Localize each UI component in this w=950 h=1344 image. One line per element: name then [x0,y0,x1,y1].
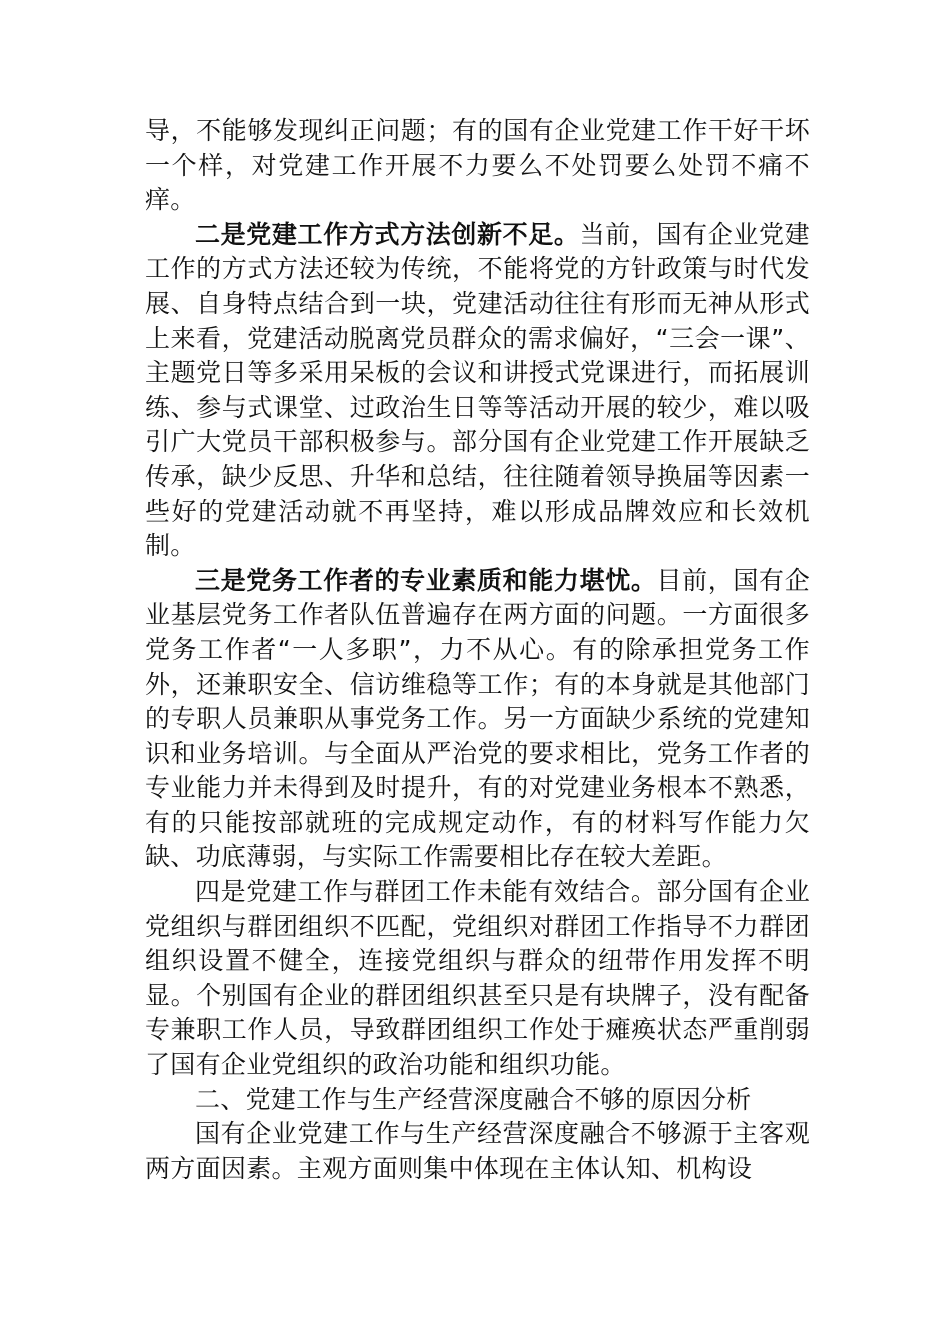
section-heading [145,1083,810,1118]
section-heading-text: 二、党建工作与生产经营深度融合不够的原因分析 [195,1084,752,1114]
paragraph-heading: 二是党建工作方式方法创新不足。 [195,219,580,249]
paragraph-heading: 三是党务工作者的专业素质和能力堪忧。 [195,565,657,595]
paragraph-text: 当前，国有企业党建工作的方式方法还较为传统，不能将党的方针政策与时代发展、自身特点结合到一块，党建活动往往有形而无神从形式上来看，党建活动脱离党员群众的需求偏好，“三会一课”、主题党日等多采用呆板的会议和讲授式党课进行，而拓展训练、参与式课堂、过政治生日等等活动开展的较少，难以吸引广大党员干部积极参与。部分国有企业党建工作开展缺乏传承，缺少反思、升华和总结，往往随着领导换届等因素一些好的党建活动就不再坚持，难以形成品牌效应和长效机制。 [145,219,810,561]
paragraph-point-four [145,875,810,1083]
paragraph-text: 导，不能够发现纠正问题；有的国有企业党建工作干好干坏一个样，对党建工作开展不力要么不处罚要么处罚不痛不痒。 [145,116,810,215]
paragraph-text: 目前，国有企业基层党务工作者队伍普遍存在两方面的问题。一方面很多党务工作者“一人多职”，力不从心。有的除承担党务工作外，还兼职安全、信访维稳等工作；有的本身就是其他部门的专职人员兼职从事党务工作。另一方面缺少系统的党建知识和业务培训。与全面从严治党的要求相比，党务工作者的专业能力并未得到及时提升，有的对党建业务根本不熟悉，有的只能按部就班的完成规定动作，有的材料写作能力欠缺、功底薄弱，与实际工作需要相比存在较大差距。 [145,565,810,872]
paragraph-point-three [145,564,810,875]
paragraph-text: 四是党建工作与群团工作未能有效结合。部分国有企业党组织与群团组织不匹配，党组织对群团工作指导不力群团组织设置不健全，连接党组织与群众的纽带作用发挥不明显。个别国有企业的群团组织甚至只是有块牌子，没有配备专兼职工作人员，导致群团组织工作处于瘫痪状态严重削弱了国有企业党组织的政治功能和组织功能。 [145,877,810,1080]
paragraph-text: 国有企业党建工作与生产经营深度融合不够源于主客观两方面因素。主观方面则集中体现在主体认知、机构设 [145,1119,810,1183]
paragraph-analysis [145,1117,810,1186]
paragraph-point-two [145,218,810,564]
document-body [145,114,810,1186]
paragraph-continuation [145,114,810,218]
